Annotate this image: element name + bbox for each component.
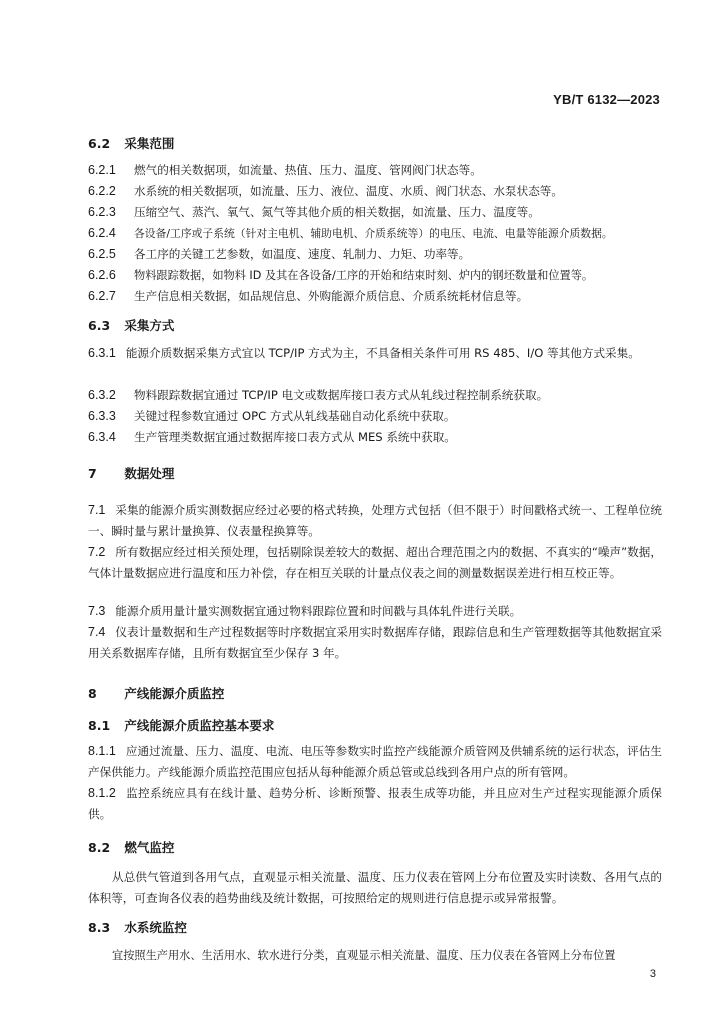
standard-code: YB/T 6132—2023 <box>553 92 660 107</box>
section-heading-8-3 <box>88 918 187 936</box>
clause-text: 各设备/工序或子系统（针对主电机、辅助电机、介质系统等）的电压、电流、电量等能源介质数据。 <box>134 227 613 240</box>
clause-7-1 <box>88 500 662 542</box>
clause-7-3 <box>88 601 662 622</box>
section-title: 采集方式 <box>124 318 175 333</box>
section-heading-8-2 <box>88 838 174 856</box>
section-title: 产线能源介质监控基本要求 <box>124 718 275 733</box>
clause-text: 生产管理类数据宜通过数据库接口表方式从 MES 系统中获取。 <box>134 430 456 444</box>
section-heading-7 <box>88 464 174 482</box>
clause-number: 6.2.5 <box>88 247 116 261</box>
section-number: 6.3 <box>88 318 111 333</box>
clause-text: 监控系统应具有在线计量、趋势分析、诊断预警、报表生成等功能，并且应对生产过程实现能源介质保供。 <box>88 786 662 821</box>
section-number: 8.1 <box>88 718 111 733</box>
clause-text: 水系统的相关数据项，如流量、压力、液位、温度、水质、阀门状态、水泵状态等。 <box>134 184 563 198</box>
clause-8-2-body: 从总供气管道到各用气点，直观显示相关流量、温度、压力仪表在管网上分布位置及实时读数、各用气点的体积等，可查询各仪表的趋势曲线及统计数据，可按照给定的规则进行信息提示或异常报警。 <box>88 870 662 905</box>
clause-text: 采集的能源介质实测数据应经过必要的格式转换，处理方式包括（但不限于）时间戳格式统一、工程单位统一、瞬时量与累计量换算、仪表量程换算等。 <box>88 503 662 538</box>
page-number: 3 <box>649 968 656 980</box>
clause-6-2-4 <box>88 223 662 244</box>
section-title: 产线能源介质监控 <box>124 686 225 701</box>
clause-text: 应通过流量、压力、温度、电流、电压等参数实时监控产线能源介质管网及供辅系统的运行状态，评估生产保供能力。产线能源介质监控范围应包括从每种能源介质总管或总线到各用户点的所有管网。 <box>88 744 662 779</box>
section-number: 8 <box>88 686 97 701</box>
clause-text: 物料跟踪数据宜通过 TCP/IP 电文或数据库接口表方式从轧线过程控制系统获取。 <box>134 388 549 402</box>
clause-6-2-1 <box>88 160 662 181</box>
clause-number: 6.2.2 <box>88 184 116 198</box>
clause-6-2-3 <box>88 202 662 223</box>
section-number: 8.3 <box>88 920 111 935</box>
clause-6-2-6 <box>88 265 662 286</box>
clause-text: 能源介质用量计量实测数据宜通过物料跟踪位置和时间戳与具体轧件进行关联。 <box>115 604 522 618</box>
section-heading-8-1 <box>88 716 274 734</box>
clause-6-3-4 <box>88 427 662 448</box>
clause-text: 物料跟踪数据，如物料 ID 及其在各设备/工序的开始和结束时刻、炉内的钢坯数量和位置等。 <box>134 269 594 282</box>
clause-7-4 <box>88 622 662 664</box>
clause-number: 7.1 <box>88 503 106 517</box>
clause-number: 7.3 <box>88 604 106 618</box>
section-heading-6-3 <box>88 316 174 334</box>
clause-text: 各工序的关键工艺参数，如温度、速度、轧制力、力矩、功率等。 <box>134 247 471 261</box>
clause-8-3-body: 宜按照生产用水、生活用水、软水进行分类，直观显示相关流量、温度、压力仪表在各管网上分布位置 <box>112 949 616 962</box>
clause-number: 7.2 <box>88 545 106 559</box>
clause-text: 关键过程参数宜通过 OPC 方式从轧线基础自动化系统中获取。 <box>134 409 456 423</box>
clause-6-3-3 <box>88 406 662 427</box>
clause-text: 燃气的相关数据项，如流量、热值、压力、温度、管网阀门状态等。 <box>134 163 482 177</box>
clause-text: 压缩空气、蒸汽、氧气、氮气等其他介质的相关数据，如流量、压力、温度等。 <box>134 205 540 219</box>
section-title: 水系统监控 <box>124 920 187 935</box>
section-title: 数据处理 <box>124 466 175 481</box>
clause-text: 生产信息相关数据，如品规信息、外购能源介质信息、介质系统耗材信息等。 <box>134 289 529 303</box>
clause-number: 6.2.7 <box>88 289 116 303</box>
clause-6-3-1 <box>88 343 662 364</box>
clause-number: 6.2.6 <box>88 268 116 282</box>
clause-number: 6.2.4 <box>88 226 116 240</box>
clause-number: 8.1.1 <box>88 744 116 758</box>
clause-6-2-7 <box>88 286 662 307</box>
clause-8-1-1 <box>88 741 662 783</box>
clause-number: 6.3.1 <box>88 346 116 360</box>
clause-number: 6.2.1 <box>88 163 116 177</box>
clause-number: 6.3.3 <box>88 409 116 423</box>
section-title: 燃气监控 <box>124 840 175 855</box>
clause-8-1-2 <box>88 783 662 825</box>
section-number: 6.2 <box>88 136 111 151</box>
clause-6-2-2 <box>88 181 662 202</box>
clause-6-3-2 <box>88 385 662 406</box>
clause-text: 所有数据应经过相关预处理，包括剔除误差较大的数据、超出合理范围之内的数据、不真实的“噪声”数据，气体计量数据应进行温度和压力补偿，存在相互关联的计量点仪表之间的测量数据误差进行相互校正等。 <box>88 545 662 580</box>
clause-number: 7.4 <box>88 625 106 639</box>
clause-number: 8.1.2 <box>88 786 116 800</box>
clause-text: 能源介质数据采集方式宜以 TCP/IP 方式为主，不具备相关条件可用 RS 485、I/O 等其他方式采集。 <box>125 346 640 360</box>
clause-number: 6.3.2 <box>88 388 116 402</box>
clause-number: 6.2.3 <box>88 205 116 219</box>
clause-6-2-5 <box>88 244 662 265</box>
section-number: 7 <box>88 466 97 481</box>
section-title: 采集范围 <box>124 136 175 151</box>
section-heading-6-2 <box>88 134 174 152</box>
section-number: 8.2 <box>88 840 111 855</box>
clause-7-2 <box>88 542 662 584</box>
section-heading-8 <box>88 684 224 702</box>
clause-number: 6.3.4 <box>88 430 116 444</box>
clause-text: 仪表计量数据和生产过程数据等时序数据宜采用实时数据库存储，跟踪信息和生产管理数据等其他数据宜采用关系数据库存储，且所有数据宜至少保存 3 年。 <box>88 625 662 660</box>
